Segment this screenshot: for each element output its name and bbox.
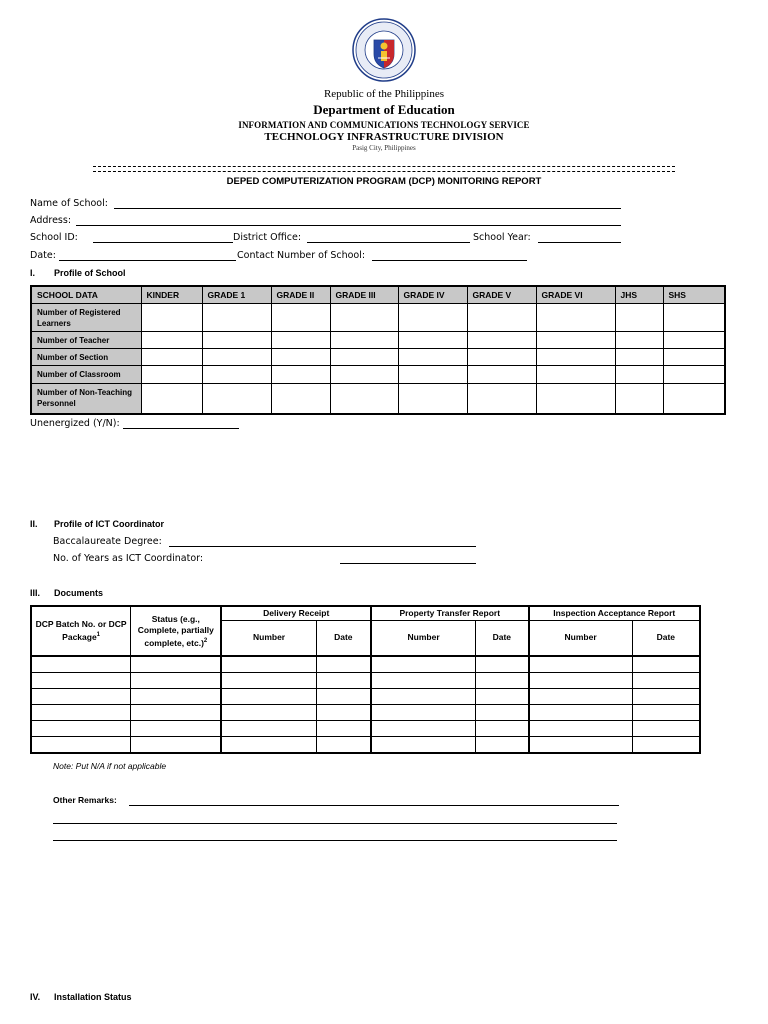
unenergized-label: Unenergized (Y/N):: [30, 418, 120, 429]
col-status: [131, 606, 222, 656]
group-delivery-receipt: Delivery Receipt: [221, 606, 371, 620]
table-cell[interactable]: [476, 705, 529, 721]
section-4-title: Installation Status: [54, 992, 132, 1002]
table-cell[interactable]: [536, 332, 615, 349]
table-cell[interactable]: [536, 384, 615, 414]
name-of-school-line[interactable]: [114, 208, 621, 209]
col-grade-6: GRADE VI: [536, 286, 615, 304]
table-cell[interactable]: [271, 332, 330, 349]
table-cell[interactable]: [371, 705, 476, 721]
table-cell[interactable]: [529, 721, 633, 737]
section-3-number: III.: [30, 588, 41, 598]
col-shs: SHS: [663, 286, 725, 304]
section-2-number: II.: [30, 519, 38, 529]
table-cell[interactable]: [529, 705, 633, 721]
double-divider: [93, 166, 675, 172]
table-cell[interactable]: [476, 737, 529, 754]
table-cell[interactable]: [632, 705, 700, 721]
school-year-line[interactable]: [538, 242, 621, 243]
footnote-2-marker: 2: [203, 637, 208, 644]
col-property-date: Date: [476, 620, 529, 656]
table-cell[interactable]: [632, 737, 700, 754]
group-inspection-acceptance: Inspection Acceptance Report: [529, 606, 701, 620]
table-cell[interactable]: [632, 721, 700, 737]
table-cell[interactable]: [221, 721, 316, 737]
table-cell[interactable]: [221, 656, 316, 673]
table-cell[interactable]: [529, 656, 633, 673]
table-cell[interactable]: [398, 332, 467, 349]
col-delivery-date: Date: [316, 620, 371, 656]
table-cell[interactable]: [131, 721, 222, 737]
remarks-line-3[interactable]: [53, 840, 617, 841]
col-kinder: KINDER: [141, 286, 202, 304]
table-cell[interactable]: [221, 737, 316, 754]
table-cell[interactable]: [131, 673, 222, 689]
table-cell[interactable]: [615, 384, 663, 414]
service-heading: INFORMATION AND COMMUNICATIONS TECHNOLOGY SERVICE: [238, 120, 530, 130]
table-row: [31, 349, 725, 366]
table-cell[interactable]: [615, 332, 663, 349]
table-cell[interactable]: [131, 689, 222, 705]
table-row: [31, 689, 700, 705]
table-cell[interactable]: [529, 673, 633, 689]
table-cell[interactable]: [31, 673, 131, 689]
col-grade-3: GRADE III: [330, 286, 398, 304]
documents-table: [30, 605, 701, 754]
division-heading: TECHNOLOGY INFRASTRUCTURE DIVISION: [264, 131, 504, 143]
table-cell[interactable]: [221, 689, 316, 705]
col-dcp-batch: [31, 606, 131, 656]
table-row: [31, 304, 725, 332]
table-cell[interactable]: [202, 349, 271, 366]
table-cell[interactable]: [467, 349, 536, 366]
section-1-title: Profile of School: [54, 268, 126, 278]
table-cell[interactable]: [615, 366, 663, 384]
table-header-row: [31, 606, 700, 620]
contact-number-line[interactable]: [372, 260, 527, 261]
degree-line[interactable]: [169, 546, 476, 547]
table-cell[interactable]: [221, 673, 316, 689]
table-cell[interactable]: [271, 349, 330, 366]
section-2-title: Profile of ICT Coordinator: [54, 519, 164, 529]
table-cell[interactable]: [632, 689, 700, 705]
table-row: [31, 384, 725, 414]
table-cell[interactable]: [663, 384, 725, 414]
col-delivery-number: Number: [221, 620, 316, 656]
table-cell[interactable]: [221, 705, 316, 721]
col-grade-2: GRADE II: [271, 286, 330, 304]
table-cell[interactable]: [141, 304, 202, 332]
table-cell[interactable]: [663, 332, 725, 349]
table-cell[interactable]: [663, 366, 725, 384]
footnote-1-marker: 1: [96, 632, 101, 639]
table-cell[interactable]: [371, 656, 476, 673]
table-cell[interactable]: [632, 673, 700, 689]
table-header-row: [31, 286, 725, 304]
table-cell[interactable]: [141, 366, 202, 384]
table-cell[interactable]: [141, 332, 202, 349]
table-cell[interactable]: [316, 689, 371, 705]
address-line[interactable]: [76, 225, 621, 226]
table-row: [31, 705, 700, 721]
table-cell[interactable]: [31, 689, 131, 705]
row-label-learners: Number of Registered Learners: [31, 304, 141, 332]
table-cell[interactable]: [371, 737, 476, 754]
table-cell[interactable]: [536, 349, 615, 366]
section-3-heading: [30, 588, 103, 598]
contact-number-label: Contact Number of School:: [237, 250, 366, 261]
table-cell[interactable]: [330, 304, 398, 332]
table-row: [31, 673, 700, 689]
col-dcp-batch-label: DCP Batch No. or DCP Package: [35, 619, 127, 642]
date-label: Date:: [30, 250, 56, 261]
school-year-label: School Year:: [473, 232, 531, 243]
row-label-section: Number of Section: [31, 349, 141, 366]
table-cell[interactable]: [467, 332, 536, 349]
unenergized-line[interactable]: [123, 428, 239, 429]
table-cell[interactable]: [202, 304, 271, 332]
table-cell[interactable]: [202, 366, 271, 384]
table-cell[interactable]: [467, 304, 536, 332]
table-cell[interactable]: [398, 349, 467, 366]
table-cell[interactable]: [398, 366, 467, 384]
table-row: [31, 332, 725, 349]
name-of-school-label: Name of School:: [30, 198, 108, 209]
city-heading: Pasig City, Philippines: [352, 144, 416, 152]
table-cell[interactable]: [398, 384, 467, 414]
col-inspection-number: Number: [529, 620, 633, 656]
table-cell[interactable]: [615, 304, 663, 332]
years-line[interactable]: [340, 563, 476, 564]
table-cell[interactable]: [476, 689, 529, 705]
table-cell[interactable]: [316, 721, 371, 737]
section-2-heading: [30, 519, 164, 529]
table-note: Note: Put N/A if not applicable: [53, 761, 167, 771]
deped-seal-icon: [352, 18, 416, 82]
table-cell[interactable]: [615, 349, 663, 366]
table-cell[interactable]: [398, 304, 467, 332]
table-row: [31, 656, 700, 673]
table-row: [31, 721, 700, 737]
school-id-line[interactable]: [93, 242, 233, 243]
table-cell[interactable]: [131, 737, 222, 754]
years-label: No. of Years as ICT Coordinator:: [53, 553, 204, 564]
section-1-heading: [30, 268, 126, 278]
table-cell[interactable]: [632, 656, 700, 673]
table-cell[interactable]: [529, 737, 633, 754]
table-cell[interactable]: [316, 737, 371, 754]
table-row: [31, 737, 700, 754]
district-office-label: District Office:: [233, 232, 302, 243]
department-heading: Department of Education: [313, 102, 455, 117]
school-id-label: School ID:: [30, 232, 78, 243]
table-cell[interactable]: [202, 332, 271, 349]
table-cell[interactable]: [371, 673, 476, 689]
table-cell[interactable]: [663, 349, 725, 366]
table-cell[interactable]: [141, 384, 202, 414]
col-inspection-date: Date: [632, 620, 700, 656]
col-grade-4: GRADE IV: [398, 286, 467, 304]
table-cell[interactable]: [330, 366, 398, 384]
col-school-data: SCHOOL DATA: [31, 286, 141, 304]
col-property-number: Number: [371, 620, 476, 656]
table-cell[interactable]: [316, 656, 371, 673]
other-remarks-label: Other Remarks:: [53, 795, 117, 805]
row-label-non-teaching: Number of Non-Teaching Personnel: [31, 384, 141, 414]
section-3-title: Documents: [54, 588, 104, 598]
table-cell[interactable]: [330, 384, 398, 414]
table-cell[interactable]: [476, 656, 529, 673]
republic-heading: Republic of the Philippines: [323, 88, 445, 100]
row-label-classroom: Number of Classroom: [31, 366, 141, 384]
table-row: [31, 366, 725, 384]
table-cell[interactable]: [476, 721, 529, 737]
remarks-line-2[interactable]: [53, 823, 617, 824]
table-cell[interactable]: [330, 349, 398, 366]
section-1-number: I.: [30, 268, 36, 278]
table-cell[interactable]: [536, 304, 615, 332]
remarks-line-1[interactable]: [129, 805, 619, 806]
table-cell[interactable]: [371, 721, 476, 737]
table-cell[interactable]: [131, 705, 222, 721]
section-4-number: IV.: [30, 992, 41, 1002]
section-4-heading: [30, 992, 132, 1002]
address-label: Address:: [30, 215, 72, 226]
date-line[interactable]: [59, 260, 236, 261]
table-cell[interactable]: [467, 384, 536, 414]
table-cell[interactable]: [271, 384, 330, 414]
table-cell[interactable]: [202, 384, 271, 414]
table-cell[interactable]: [467, 366, 536, 384]
table-cell[interactable]: [31, 705, 131, 721]
col-jhs: JHS: [615, 286, 663, 304]
col-grade-1: GRADE 1: [202, 286, 271, 304]
table-cell[interactable]: [31, 737, 131, 754]
table-cell[interactable]: [271, 366, 330, 384]
table-cell[interactable]: [31, 721, 131, 737]
table-cell[interactable]: [131, 656, 222, 673]
degree-label: Baccalaureate Degree:: [53, 536, 162, 547]
col-grade-5: GRADE V: [467, 286, 536, 304]
report-title: DEPED COMPUTERIZATION PROGRAM (DCP) MONITORING REPORT: [226, 176, 542, 187]
table-cell[interactable]: [371, 689, 476, 705]
row-label-teacher: Number of Teacher: [31, 332, 141, 349]
table-cell[interactable]: [316, 673, 371, 689]
table-cell[interactable]: [476, 673, 529, 689]
table-cell[interactable]: [663, 304, 725, 332]
table-cell[interactable]: [31, 656, 131, 673]
school-profile-table: [30, 285, 726, 415]
table-cell[interactable]: [536, 366, 615, 384]
table-cell[interactable]: [141, 349, 202, 366]
district-office-line[interactable]: [307, 242, 470, 243]
col-status-label: Status (e.g., Complete, partially complete, etc.): [137, 613, 214, 648]
table-cell[interactable]: [316, 705, 371, 721]
table-cell[interactable]: [271, 304, 330, 332]
group-property-transfer: Property Transfer Report: [371, 606, 529, 620]
table-cell[interactable]: [330, 332, 398, 349]
table-cell[interactable]: [529, 689, 633, 705]
